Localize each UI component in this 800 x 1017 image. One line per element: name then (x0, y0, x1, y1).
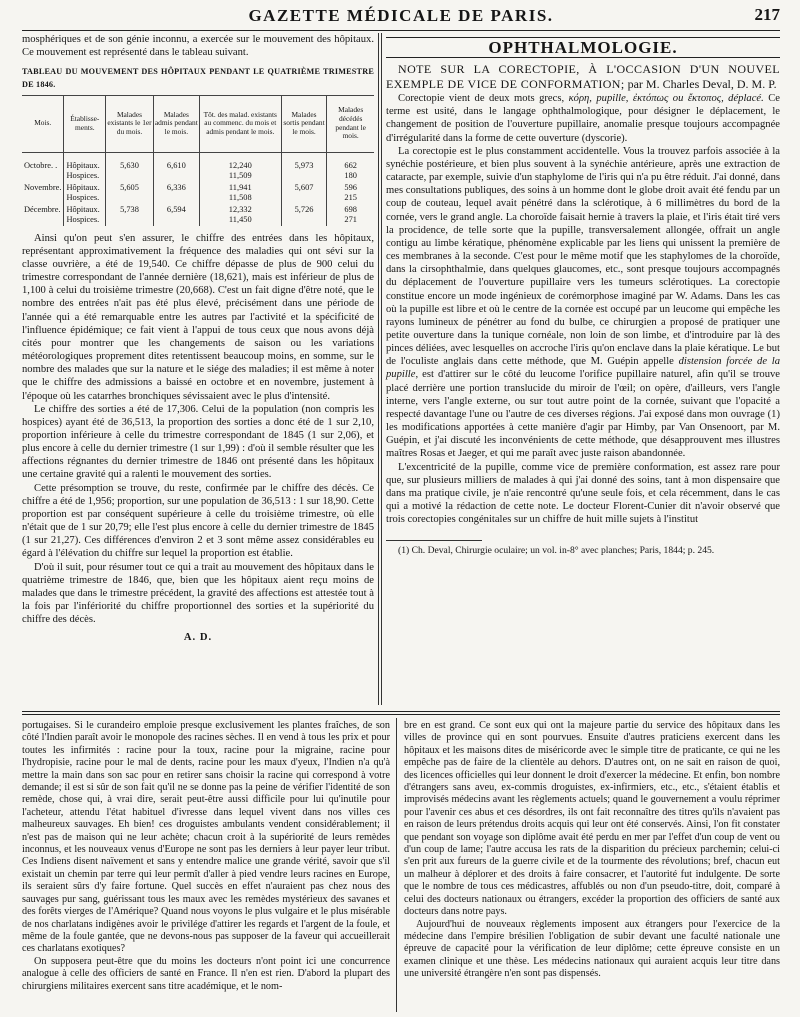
inst-hospices: Hospices. (66, 214, 100, 224)
col-header-establishment: Établisse-ments. (64, 95, 106, 152)
inst-hopitaux: Hôpitaux. (66, 160, 100, 170)
article-author: par M. Charles Deval, D. M. P. (624, 77, 777, 92)
inst-hospices: Hospices. (66, 192, 100, 202)
deaths-hospices: 180 (344, 170, 357, 180)
running-header (22, 4, 780, 28)
feuilleton-right-column (404, 720, 780, 981)
journal-title: GAZETTE MÉDICALE DE PARIS. (248, 6, 554, 25)
row-admitted: 6,594 (153, 204, 199, 226)
inst-hopitaux: Hôpitaux. (66, 204, 100, 214)
deaths-hospices: 271 (344, 214, 357, 224)
row-admitted: 6,336 (153, 182, 199, 204)
body-paragraph: On supposera peut-être que du moins les docteurs n'ont point ici une concurrence analogue à celle des officiers de santé en France. Il n'en est rien. D'abord la plupart des chirurgiens militaires exercent sans titre académique, et le nom- (22, 955, 390, 992)
total-hospices: 11,509 (228, 170, 252, 180)
table-row (22, 204, 374, 226)
row-month: Octobre. . (24, 160, 58, 170)
row-deaths (327, 152, 374, 182)
total-hopitaux: 11,941 (228, 182, 252, 192)
row-deaths (327, 204, 374, 226)
deaths-hopitaux: 596 (344, 182, 357, 192)
table-header-row (22, 95, 374, 152)
row-discharged: 5,607 (281, 182, 327, 204)
column-divider-bottom (396, 718, 397, 1012)
inst-hopitaux: Hôpitaux. (66, 182, 100, 192)
body-paragraph: L'excentricité de la pupille, comme vice de première conformation, est assez rare pour que, sur plusieurs milliers de malades à qui j'ai donné des soins, tant à mon dispensaire que dans ma pratique civile, je n'aie rencontré qu'une seule fois, et cela récemment, dans le cas qui a motivé la rédaction de cette note. Le docteur Florent-Cunier dit n'avoir observé que trois corectopies congénitales sur un chiffre de huit mille sujets à l'institut (386, 461, 780, 526)
row-discharged: 5,973 (281, 152, 327, 182)
inst-hospices: Hospices. (66, 170, 100, 180)
col-header-deaths: Malades décédés pendant le mois. (327, 95, 374, 152)
row-discharged: 5,726 (281, 204, 327, 226)
body-paragraph: Aujourd'hui de nouveaux règlements imposent aux étrangers pour l'exercice de la médecine dans l'empire brésilien l'obligation de subir devant une faculté nationale une épreuve de capacité pour la vérification de leur diplôme; cette épreuve consiste en un examen clinique et une thèse. Les médecins nationaux qui auraient acquis leur titre dans une université étrangère n'en sont pas dispensés. (404, 918, 780, 980)
body-paragraph: D'où il suit, pour résumer tout ce qui a trait au mouvement des hôpitaux dans le quatrième trimestre de 1846, que, bien que les hôpitaux aient reçu moins de malades que dans le trimestre précédent, la gravité des affections est attestée tout à la fois par l'infériorité du chiffre proportionnel des sorties et la supériorité du chiffre des décès. (22, 561, 374, 626)
article-title (386, 62, 780, 92)
row-month: Novembre. (24, 182, 62, 192)
feuilleton-rule (22, 711, 780, 712)
row-month: Décembre. (24, 204, 61, 214)
text-run: Corectopie vient de deux mots grecs, (398, 93, 569, 105)
row-admitted: 6,610 (153, 152, 199, 182)
row-deaths (327, 182, 374, 204)
row-establishments (64, 204, 106, 226)
table-title: TABLEAU DU MOUVEMENT DES HÔPITAUX PENDANT LE QUATRIÈME TRIMESTRE DE 1846. (22, 67, 374, 90)
row-total (199, 152, 281, 182)
hospital-movement-table (22, 95, 374, 226)
col-header-admitted: Malades admis pendant le mois. (153, 95, 199, 152)
col-header-existing: Malades existants le 1er du mois. (106, 95, 154, 152)
body-paragraph: Cette présomption se trouve, du reste, confirmée par le chiffre des décès. Ce chiffre a été de 1,956; proportion, sur une population de 36,513 : 1 sur 18,90. Cette proportion est par conséquent supérieure à celle du troisième trimestre, où elle n'était que de 1 sur 20,79; elle l'est plus encore à celle du dernier trimestre de 1845 (1 sur 21,27). Ces différences d'environ 2 et 3 sont même assez considérables eu égard à l'élévation du chiffre sur lequel la proportion est établie. (22, 482, 374, 560)
deaths-hopitaux: 698 (344, 204, 357, 214)
signature: A. D. (183, 632, 213, 644)
total-hospices: 11,508 (228, 192, 252, 202)
left-top-column (22, 33, 374, 644)
row-establishments (64, 152, 106, 182)
body-paragraph (386, 145, 780, 461)
body-paragraph (386, 92, 780, 145)
section-heading: OPHTHALMOLOGIE. (386, 37, 780, 58)
greek-etymology: κόρη, pupille, ἐκτόπως ou ἔκτοπος, déplacé. (568, 93, 764, 105)
col-header-discharged: Malades sortis pendant le mois. (281, 95, 327, 152)
body-paragraph: Ainsi qu'on peut s'en assurer, le chiffre des entrées dans les hôpitaux, représentant approximativement la fréquence des maladies qui ont sévi sur la classe ouvrière, a été de 19,540. Ce chiffre dépasse de plus de 900 celui du trimestre correspondant de l'année dernière (18,621), mais est inférieur de plus de 1,100 à celui du troisième trimestre (20,668). C'est un fait digne d'être noté, que le nombre des entrées n'ait pas été plus élevé, précisément dans une période de l'année qui a été remarquable entre les autres par l'activité et la spécificité de l'influence épidémique; ce fait vient à l'appui de tous ceux que nous avons déjà cités pour montrer que les changements de saison ou les variations météorologiques proprement dites retentissent beaucoup moins, en somme, sur le nombre des malades que sur la nature et le siége des maladies; il est même à noter que le chiffre des admissions a baissé en octobre et en novembre, justement à l'époque où les catarrhes bronchiques sévissaient avec le plus d'intensité. (22, 232, 374, 402)
feuilleton-left-column (22, 720, 390, 993)
footnote-rule (386, 540, 482, 541)
right-top-column (386, 37, 780, 557)
row-total (199, 182, 281, 204)
total-hopitaux: 12,332 (228, 204, 252, 214)
total-hopitaux: 12,240 (228, 160, 252, 170)
body-paragraph: bre en est grand. Ce sont eux qui ont la majeure partie du service des hôpitaux dans les villes de province qui en sont pourvues. Ensuite d'autres praticiens exercent dans les hôpitaux et les maisons dites de miséricorde avec le simple titre de praticante, ce qui ne les empêche pas de faire de la clientèle au dehors. D'autres ont, on ne sait en raison de quoi, des licences officielles qui leur donnent le droit d'exercer la médecine. Et enfin, bon nombre d'étrangers sans aveu, ex-commis droguistes, ex-infirmiers, etc., etc., s'étaient établis et improvisés médecins avant les règlements actuels; quand le gouvernement a voulu réprimer pour l'avenir ces abus et ces désordres, ils ont fait reconnaître des titres qu'ils n'avaient pas en raison de leurs prétendus droits acquis qui leur ont été conservés. Ainsi, l'on fit constater que pendant son voyage son diplôme avait été perdu en mer par l'effet d'un coup de vent ou d'un coup de lame; l'autre accusa les rats de la disparition du précieux parchemin; celui-ci s'en prit aux fureurs de la guerre civile et de la tourmente des révolutions; bref, chacun eut un malheur à déplorer et des droits à faire consacrer, et l'autorité fut indulgente. De sorte que le nombre de tous ces médicastres, affublés ou non d'un pseudo-titre, doit, comparé à celui des docteurs nationaux ou étrangers, excéder la proportion des officiers de santé aux docteurs dans notre pays. (404, 720, 780, 918)
row-existing: 5,605 (106, 182, 154, 204)
italic-term: distension forcée de la pupille (386, 356, 781, 381)
text-run: , est d'attirer sur le côté du leucome l'orifice pupillaire naturel, afin qu'il se trouve placé derrière une portion translucide du miroir de l'œil; on opère, d'ailleurs, vers l'angle interne, vers l'angle externe, ou sur tout autre point de la cornée, suivant que l'opacité a respecté davantage l'une ou l'autre de ces diverses régions. J'ai exposé dans mon ouvrage (1) les modifications apportées à cette manière d'agir par Himby, par Van Onsenoort, par M. Guépin, et j'ai discuté les inconvénients de cette méthode, que désapprouvent mes illustres maîtres Rosas et Jaeger, et qui me paraît avec juste raison abandonnée. (386, 369, 780, 460)
deaths-hospices: 215 (344, 192, 357, 202)
table-row (22, 152, 374, 182)
intro-paragraph: mosphériques et de son génie inconnu, a exercée sur le mouvement des hôpitaux. Ce mouvement est représenté dans le tableau suivant. (22, 34, 374, 59)
deaths-hopitaux: 662 (344, 160, 357, 170)
feuilleton-rule-inner (22, 714, 780, 715)
row-existing: 5,630 (106, 152, 154, 182)
col-header-total: Tôt. des malad. existants au commenc. du mois et admis pendant le mois. (199, 95, 281, 152)
total-hospices: 11,450 (228, 214, 252, 224)
text-run: Ce terme est usité, dans le langage ophthalmologique, pour désigner le déplacement, le changement de position de l'ouverture pupillaire, anomalie presque toujours accompagnée d'irrégularité dans la forme de cette ouverture (dyscorie). (386, 93, 780, 144)
col-header-month: Mois. (22, 95, 64, 152)
text-run: La corectopie est le plus constamment accidentelle. Vous la trouvez parfois associée à la synéchie postérieure, et bien plus souvent à la synéchie antérieure, après une extraction de cataracte, par exemple, suivie d'un staphylome de l'iris qui n'a pu être réduit. J'ai donné, dans mes consultations publiques, des soins à un homme dont le globe droit avait été fendu par un coup de couteau, lequel avait pénétré dans la sclérotique, à 6 millimètres du bord de la cornée, vers le grand angle. La choroïde faisait hernie à travers la plaie, et l'iris était tiré vers la procidence, de telle sorte que la pupille, transversalement allongée, offrait un angle contigu au limbe kératique, phénomène explicable par les liens qui unissent la première de ces membranes à la seconde. C'est pour le même motif que les staphylomes de la choroïde, dans la cirsophthalmie, dans quelques glaucomes, etc., sont presque toujours accompagnés du déplacement de l'ouverture pupillaire vers les tumeurs sclérotiques. La corectopie constitue encore un mode ingénieux de corémorphose imaginé par W. Adams. Dans les cas où la pupille est libre et où le centre de la cornée est occupé par un leucome qui empêche les rayons lumineux de pénétrer au fond du bulbe, ce chirurgien a proposé de pratiquer une petite ouverture dans la tunique cornéale, non loin de son limbe, et d'introduire par là des pinces déliées, avec lesquelles on accroche l'iris qu'on enclave dans la plaie kératique. Le but de l'oculiste anglais dans cette méthode, que M. Guépin appelle (386, 145, 780, 368)
column-divider-top-inner (381, 33, 382, 705)
header-rule (22, 30, 780, 31)
row-existing: 5,738 (106, 204, 154, 226)
footnote: (1) Ch. Deval, Chirurgie oculaire; un vol. in-8° avec planches; Paris, 1844; p. 245. (398, 545, 715, 557)
table-row (22, 182, 374, 204)
body-paragraph: portugaises. Si le curandeiro emploie presque exclusivement les plantes fraîches, de son côté l'Indien paraît avoir le monopole des racines sèches. Il en vend à tous les prix et pour toutes les infirmités : racine pour la toux, racine pour la migraine, racine pour l'hydropisie, racine pour le mal de dents, racine pour les maux d'yeux, l'Indien n'a qu'à mettre la main dans son sac pour en retirer sans choisir la racine qui correspond à votre demande; il est si sûr de son fait qu'il ne se donne pas la peine de vérifier l'identité de son remède, chose qui, à vrai dire, serait peut-être aussi difficile pour lui qu'inutile pour l'acheteur, attendu l'état habituel d'ivresse dans lequel vivent dans nos villes ces malheureux sauvages. Eh bien! ces droguistes ambulants vendent considérablement; il n'est pas de maison qui ne leur achète; chacun croit à la supériorité de leurs remèdes inconnus, et les nouveaux venus d'Europe ne sont pas les derniers à leur payer leur tribut. Ces Indiens disent naïvement et sans y entendre malice une grande vérité, savoir que s'il existait un chemin par terre qui leur permît d'aller à pied vendre leurs racines en Europe, ils seraient sûrs d'y faire fortune. Quel succès en effet n'auraient pas chez nous des sauvages pur sang, guérissant tous les maux avec les remèdes mystérieux des savanes et des forêts vierges de l'Amérique? Quand nous voyons le plus vulgaire et le plus misérable de nos charlatans indigènes avoir le privilége d'attirer les regards et l'argent de la foule, et même de la foule gantée, que ne devons-nous pas supposer de la faveur qui accueillerait ces charlatans exotiques? (22, 720, 390, 955)
body-paragraph: Le chiffre des sorties a été de 17,306. Celui de la population (non compris les hospices) ayant été de 36,513, la proportion des sorties a donc été de 1 sur 2,10, proportion inférieure à celle du trimestre correspondant de 1845 (1 sur 2,06), et plus encore à celle du dernier trimestre (1 sur 1,99) : d'où il semble résulter que les affections régnantes du dernier trimestre de 1846 ont présenté dans les hôpitaux une certaine gravité qui a ralenti le mouvement des sorties. (22, 403, 374, 481)
row-total (199, 204, 281, 226)
column-divider-top (378, 33, 379, 705)
article-title-main: NOTE SUR LA CORECTOPIE, À L'OCCASION D'UN NOUVEL EXEMPLE DE VICE DE CONFORMATION; (386, 62, 780, 92)
page-number: 217 (754, 5, 780, 24)
row-establishments (64, 182, 106, 204)
